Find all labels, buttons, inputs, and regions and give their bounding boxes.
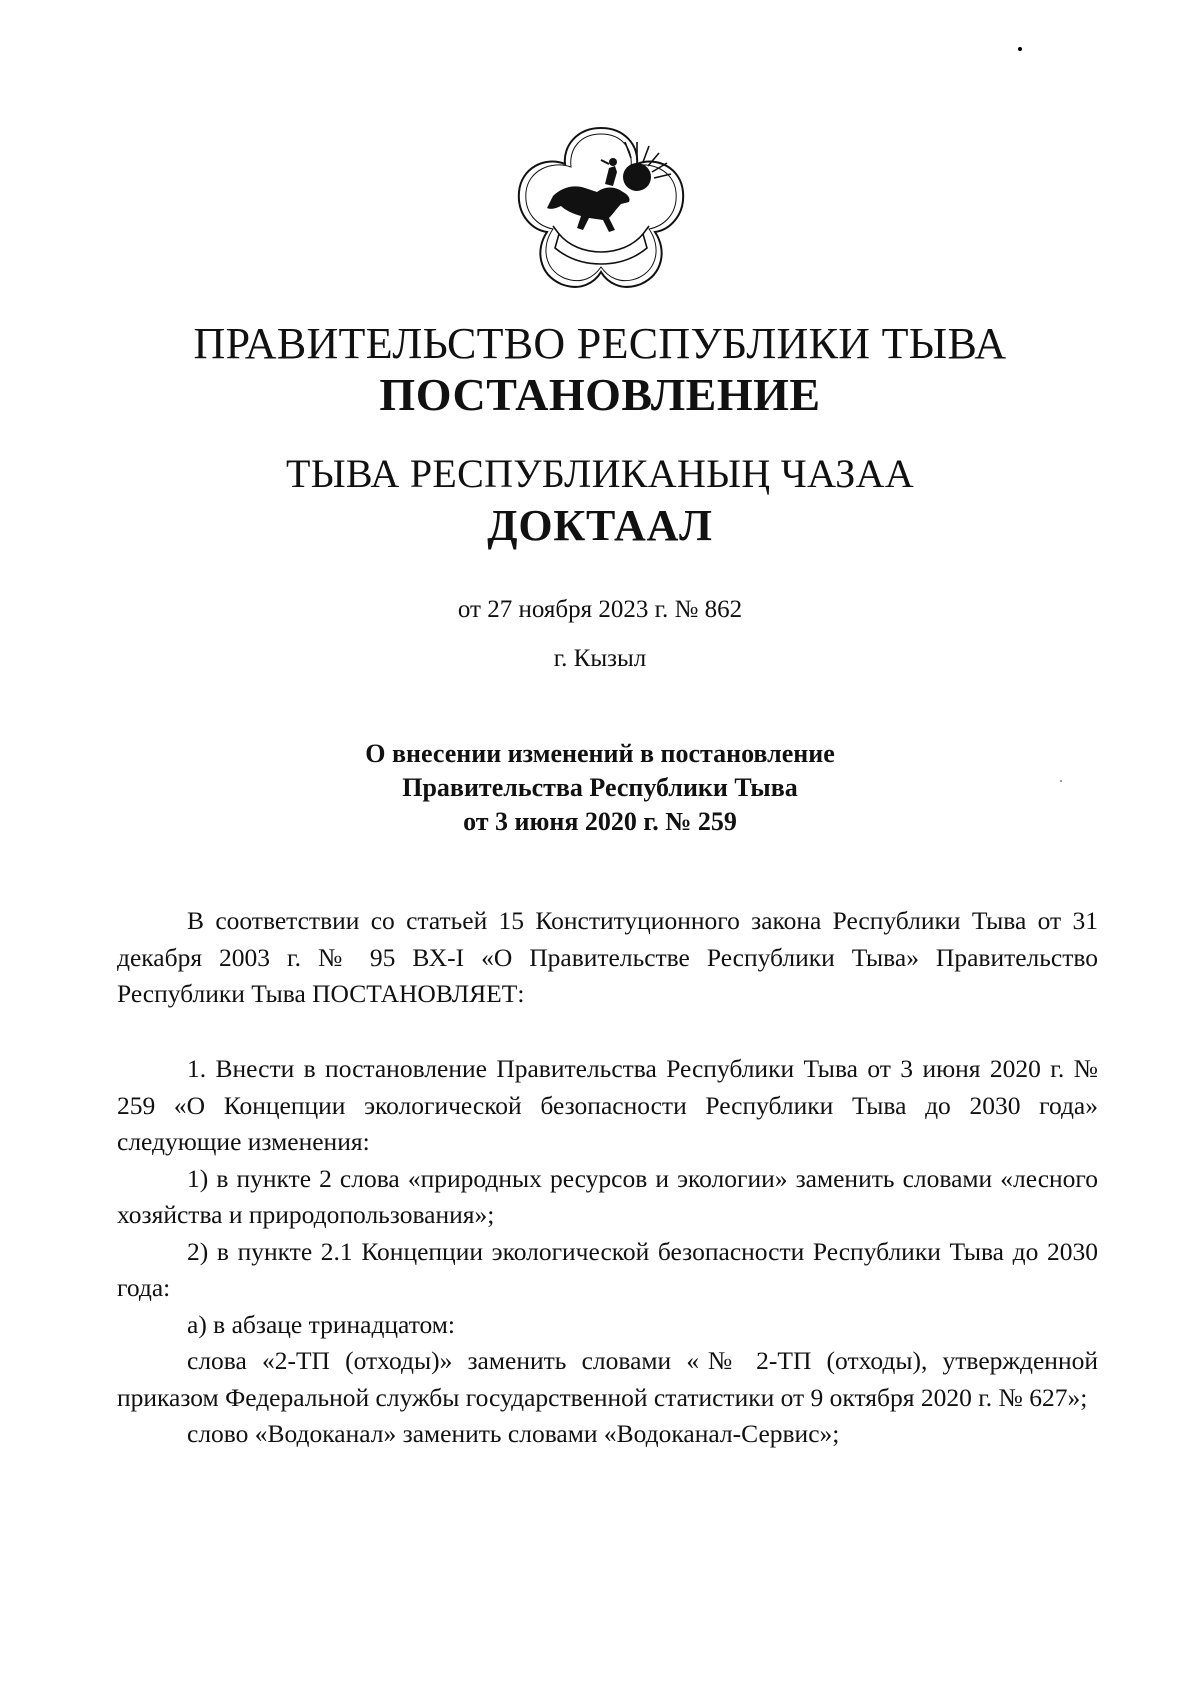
body-paragraph: 1) в пункте 2 слова «природных ресурсов и экологии» заменить словами «лесного хозяйства и природопользования»; xyxy=(117,1163,1098,1229)
body-paragraph: слова «2-ТП (отходы)» заменить словами «№ 2-ТП (отходы), утвержденной приказом Федеральной службы государственной статистики от 9 октября 2020 г. № 627»; xyxy=(117,1346,1098,1412)
body-paragraph: а) в абзаце тринадцатом: xyxy=(187,1309,456,1339)
decree-title-tuv: ДОКТААЛ xyxy=(487,501,713,550)
scan-speck xyxy=(1060,780,1062,782)
tuva-coat-of-arms-icon xyxy=(513,122,689,298)
decree-date-number: от 27 ноября 2023 г. № 862 xyxy=(457,596,743,623)
preamble-paragraph: В соответствии со статьей 15 Конституционного закона Республики Тыва от 31 декабря 2003 г. № 95 ВХ-I «О Правительстве Республики Тыва» Правительство Республики Тыва ПОСТАНОВЛЯЕТ: xyxy=(117,906,1098,1008)
decree-title-ru: ПОСТАНОВЛЕНИЕ xyxy=(379,369,821,420)
decree-subject xyxy=(0,737,1200,839)
government-title-tuv: ТЫВА РЕСПУБЛИКАНЫҢ ЧАЗАА xyxy=(285,451,915,496)
body-paragraph: 2) в пункте 2.1 Концепции экологической безопасности Республики Тыва до 2030 года: xyxy=(117,1236,1098,1302)
subject-line: О внесении изменений в постановление xyxy=(365,739,835,768)
body-paragraph: 1. Внести в постановление Правительства Республики Тыва от 3 июня 2020 г. № 259 «О Концепции экологической безопасности Республики Тыва до 2030 года» следующие изменения: xyxy=(117,1054,1098,1156)
decree-city: г. Кызыл xyxy=(553,645,647,672)
preamble xyxy=(117,903,1098,1013)
body-paragraph: слово «Водоканал» заменить словами «Водоканал-Сервис»; xyxy=(187,1419,840,1448)
government-title-ru: ПРАВИТЕЛЬСТВО РЕСПУБЛИКИ ТЫВА xyxy=(193,319,1007,368)
subject-line: от 3 июня 2020 г. № 259 xyxy=(463,807,737,836)
scan-speck xyxy=(1018,47,1022,51)
subject-line: Правительства Республики Тыва xyxy=(402,773,798,802)
decree-body xyxy=(117,1051,1098,1453)
